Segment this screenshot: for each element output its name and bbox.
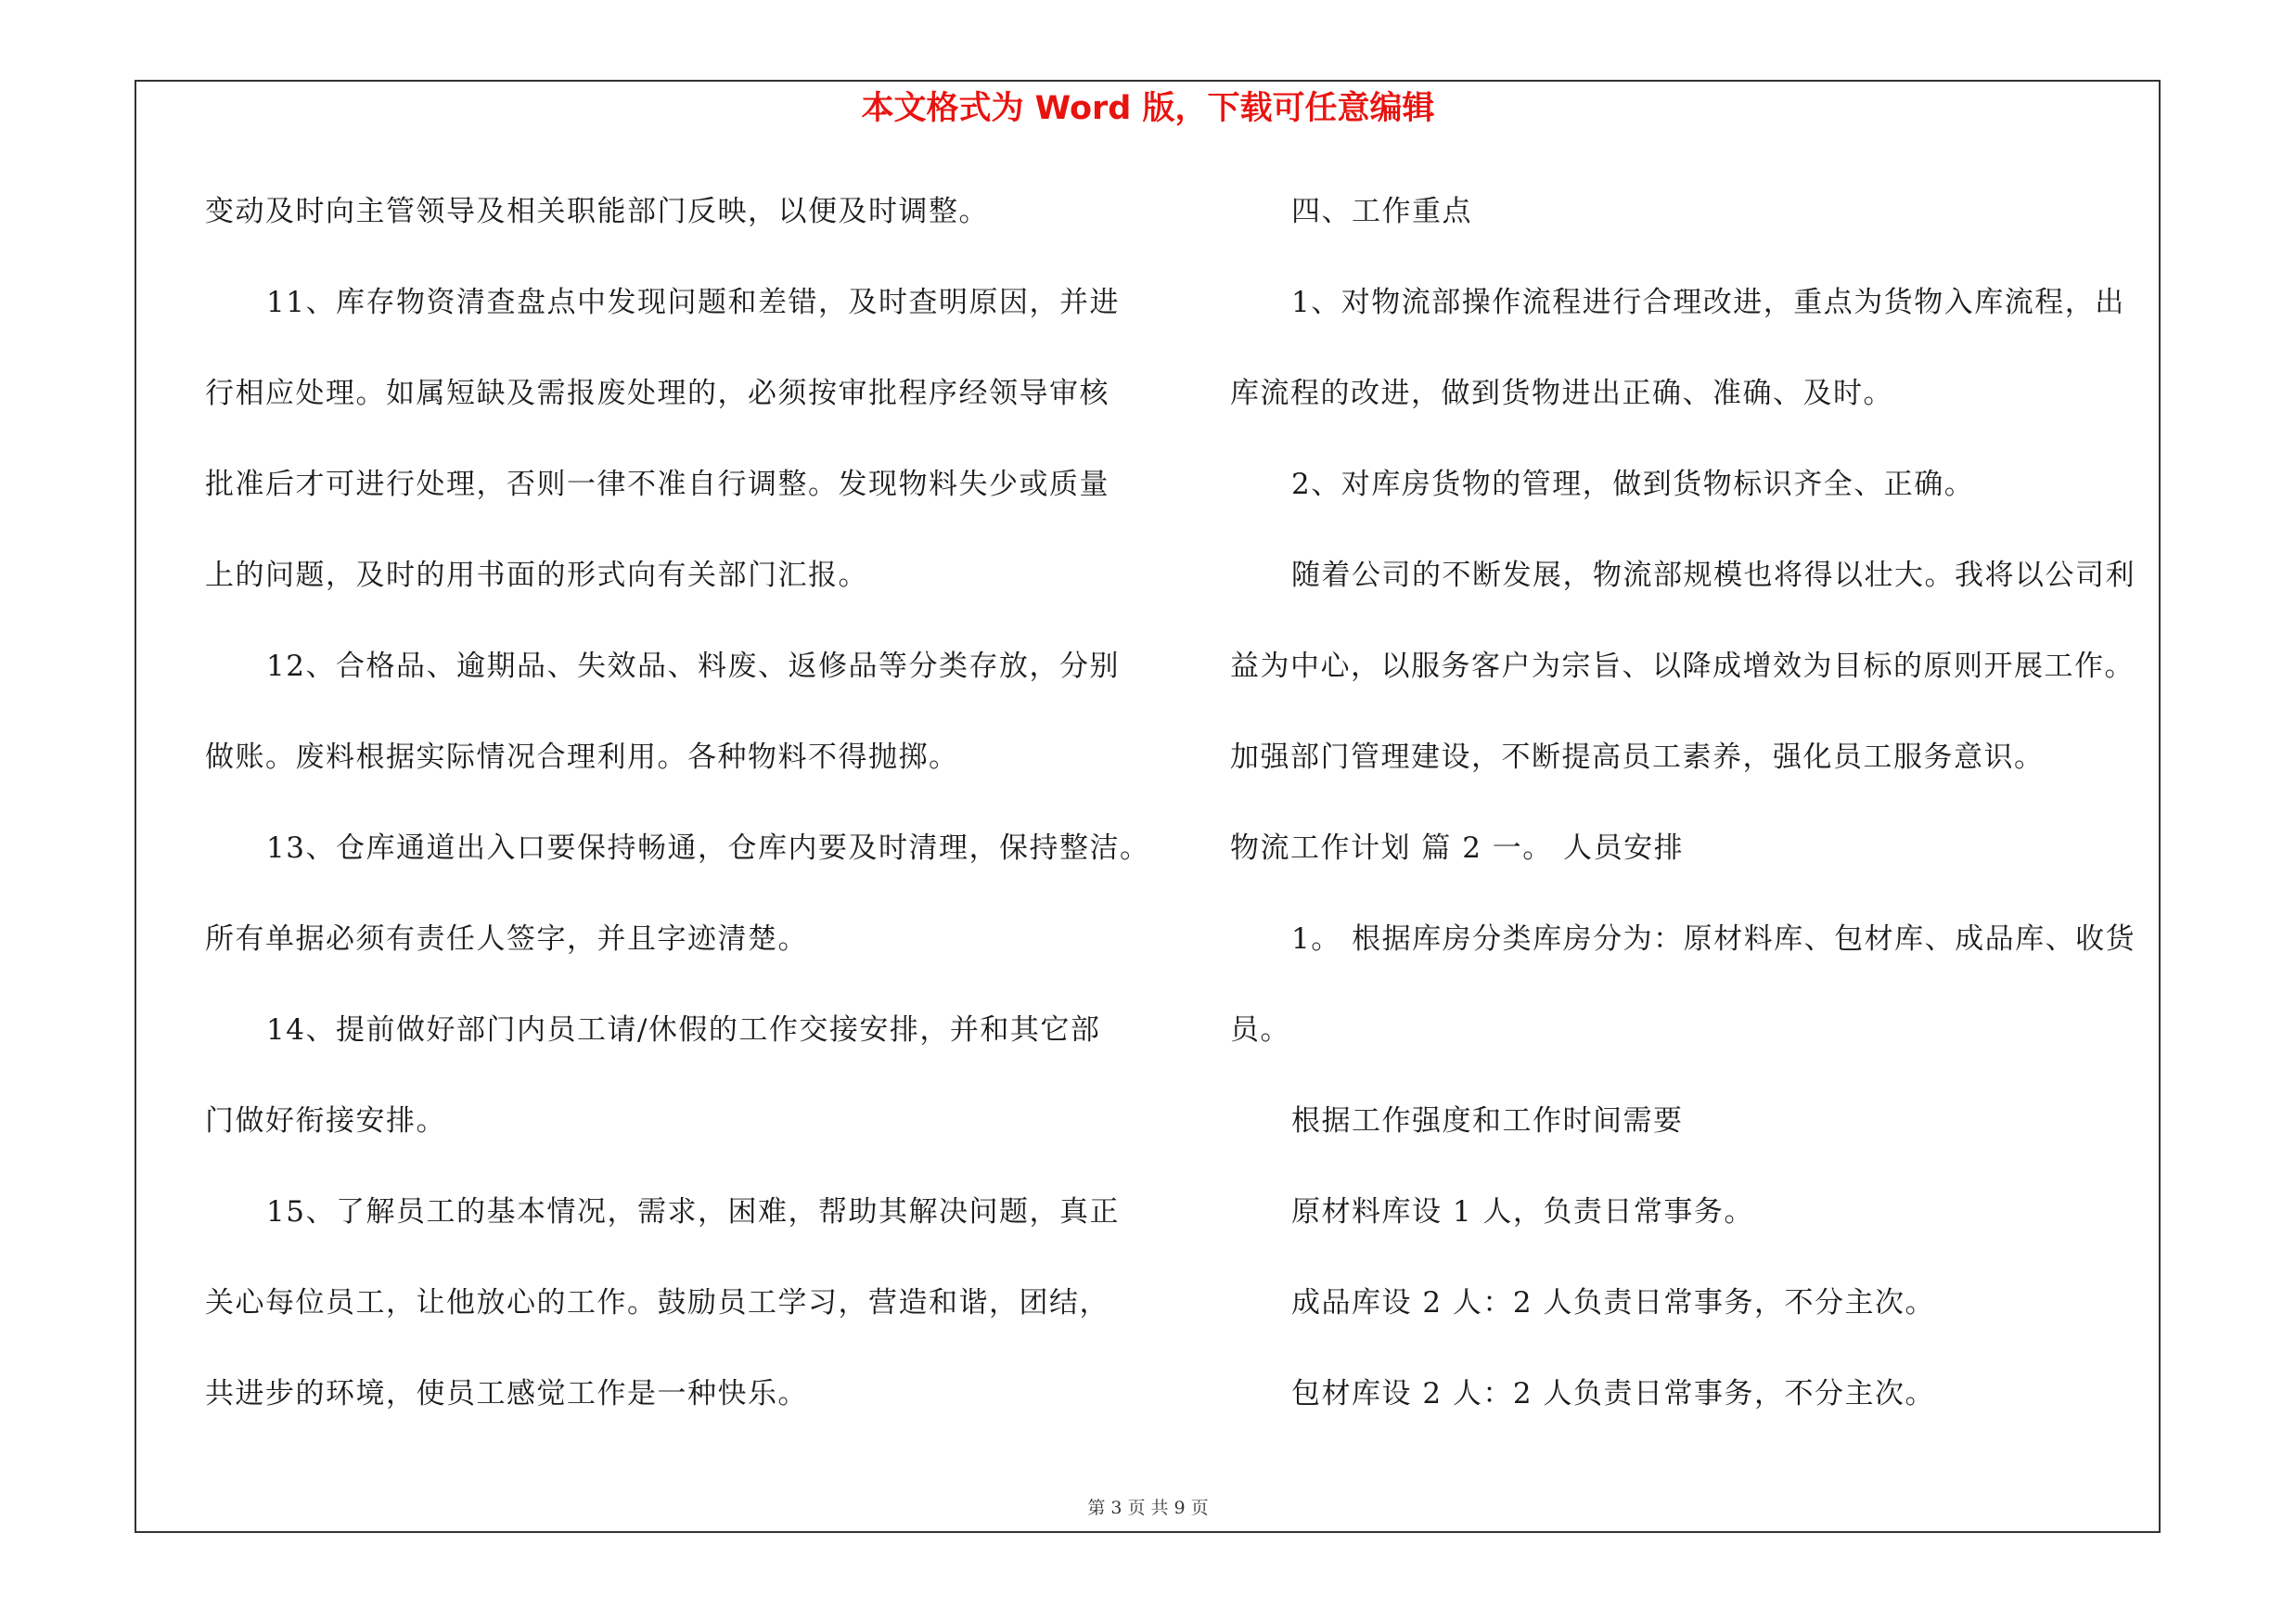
text-line: 根据工作强度和工作时间需要 [1291,1104,1684,1138]
format-notice-banner: 本文格式为 Word 版，下载可任意编辑 [861,90,1435,127]
left-text-column [205,184,1151,1457]
text-line: 所有单据必须有责任人签字，并且字迹清楚。 [205,922,808,956]
text-line: 共进步的环境，使员工感觉工作是一种快乐。 [205,1377,808,1410]
text-line: 加强部门管理建设，不断提高员工素养，强化员工服务意识。 [1230,741,2045,774]
text-line: 包材库设 2 人：2 人负责日常事务，不分主次。 [1291,1377,1936,1410]
text-line: 12、合格品、逾期品、失效品、料废、返修品等分类存放，分别 [266,650,1120,683]
text-line: 员。 [1230,1013,1290,1047]
text-line: 行相应处理。如属短缺及需报废处理的，必须按审批程序经领导审核 [205,377,1110,410]
text-line: 13、仓库通道出入口要保持畅通，仓库内要及时清理，保持整洁。 [266,831,1150,865]
text-line: 随着公司的不断发展，物流部规模也将得以壮大。我将以公司利 [1291,559,2136,592]
text-line: 库流程的改进，做到货物进出正确、准确、及时。 [1230,377,1893,410]
text-line: 2、对库房货物的管理，做到货物标识齐全、正确。 [1291,468,1975,501]
text-line: 门做好衔接安排。 [205,1104,446,1138]
text-line: 批准后才可进行处理，否则一律不准自行调整。发现物料失少或质量 [205,468,1110,501]
text-line: 原材料库设 1 人，负责日常事务。 [1291,1195,1754,1229]
text-line: 四、工作重点 [1291,195,1472,228]
text-line: 14、提前做好部门内员工请/休假的工作交接安排，并和其它部 [266,1013,1101,1047]
page-number-footer: 第 3 页 共 9 页 [1087,1498,1209,1518]
text-line: 物流工作计划 篇 2 一。 人员安排 [1230,831,1685,865]
right-text-column [1230,184,2176,1457]
text-line: 1、对物流部操作流程进行合理改进，重点为货物入库流程，出 [1291,286,2125,319]
text-line: 上的问题，及时的用书面的形式向有关部门汇报。 [205,559,868,592]
text-line: 变动及时向主管领导及相关职能部门反映，以便及时调整。 [205,195,989,228]
text-line: 关心每位员工，让他放心的工作。鼓励员工学习，营造和谐，团结， [205,1286,1110,1320]
text-line: 成品库设 2 人：2 人负责日常事务，不分主次。 [1291,1286,1936,1320]
text-line: 11、库存物资清查盘点中发现问题和差错，及时查明原因，并进 [266,286,1120,319]
text-line: 1。 根据库房分类库房分为：原材料库、包材库、成品库、收货 [1291,922,2136,956]
text-line: 益为中心，以服务客户为宗旨、以降成增效为目标的原则开展工作。 [1230,650,2135,683]
text-line: 做账。废料根据实际情况合理利用。各种物料不得抛掷。 [205,741,959,774]
text-line: 15、了解员工的基本情况，需求，困难，帮助其解决问题，真正 [266,1195,1120,1229]
